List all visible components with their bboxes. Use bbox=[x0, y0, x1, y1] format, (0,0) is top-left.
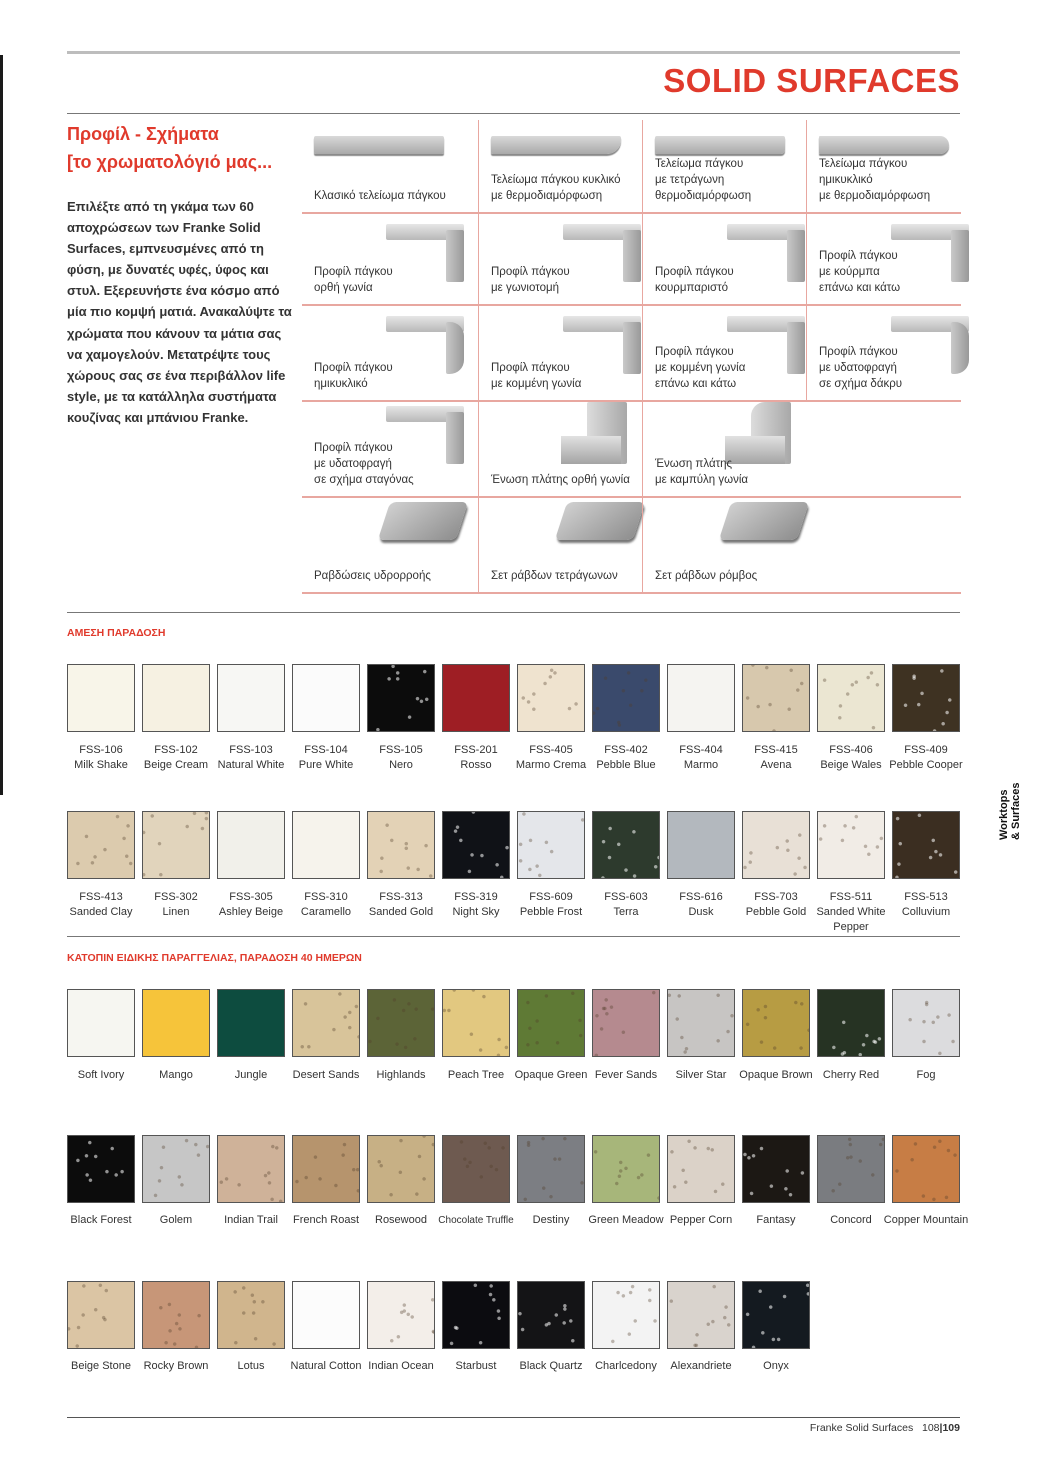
profile-caption: Ραβδώσεις υδρορροής bbox=[314, 570, 431, 582]
color-swatch bbox=[142, 989, 210, 1057]
intro-title-line1: Προφίλ - Σχήματα bbox=[67, 124, 219, 144]
swatch-name: Onyx bbox=[763, 1360, 789, 1372]
color-swatch bbox=[817, 811, 885, 879]
profile-cell bbox=[806, 214, 970, 304]
swatch-name: Lotus bbox=[237, 1360, 265, 1372]
swatch-name: Silver Star bbox=[675, 1069, 727, 1081]
color-swatch bbox=[742, 811, 810, 879]
color-swatch bbox=[142, 1135, 210, 1203]
drainer-grooves-icon bbox=[719, 502, 809, 540]
swatch-name: Avena bbox=[760, 759, 792, 771]
swatch-name: Golem bbox=[159, 1214, 193, 1226]
profile-caption: Τελείωμα πάγκου ημικυκλικό με θερμοδιαμόρφωση bbox=[819, 158, 931, 202]
swatch-caption bbox=[881, 743, 971, 773]
profile-caption: Ένωση πλάτης ορθή γωνία bbox=[491, 474, 630, 486]
color-swatch bbox=[367, 1281, 435, 1349]
swatch-name: Ashley Beige bbox=[218, 906, 284, 918]
footer-brand: Franke Solid Surfaces bbox=[809, 1422, 914, 1434]
swatch-name: Nero bbox=[389, 759, 413, 771]
color-swatch bbox=[517, 811, 585, 879]
swatch-caption bbox=[881, 1213, 971, 1228]
drainer-grooves-icon bbox=[555, 502, 645, 540]
swatch-name: Dusk bbox=[688, 906, 714, 918]
swatch-name: Jungle bbox=[234, 1069, 268, 1081]
color-swatch bbox=[442, 811, 510, 879]
swatch-name: Concord bbox=[830, 1214, 872, 1226]
worktop-edge-icon bbox=[491, 136, 621, 154]
swatch-name: Natural White bbox=[217, 759, 285, 771]
color-swatch bbox=[442, 1135, 510, 1203]
swatch-code: FSS-310 bbox=[304, 891, 348, 903]
swatch-name: Desert Sands bbox=[292, 1069, 360, 1081]
swatch-code: FSS-511 bbox=[829, 891, 873, 903]
section-rule bbox=[67, 612, 960, 613]
swatch-code: FSS-409 bbox=[904, 744, 948, 756]
color-swatch bbox=[67, 1135, 135, 1203]
color-swatch bbox=[67, 989, 135, 1057]
swatch-name: Sanded Gold bbox=[368, 906, 434, 918]
profile-caption: Προφίλ πάγκου με υδατοφραγή σε σχήμα δάκρυ bbox=[819, 346, 903, 390]
swatch-name: Rosso bbox=[460, 759, 492, 771]
profile-row bbox=[302, 498, 961, 594]
color-swatch bbox=[217, 664, 285, 732]
swatch-code: FSS-319 bbox=[454, 891, 498, 903]
swatch-code: FSS-102 bbox=[154, 744, 198, 756]
footer-rule bbox=[67, 1417, 960, 1418]
profile-caption: Τελείωμα πάγκου κυκλικό με θερμοδιαμόρφωση bbox=[491, 174, 621, 202]
side-label-line2: & Surfaces bbox=[1010, 782, 1022, 840]
profile-caption: Προφίλ πάγκου με κομμένη γωνία bbox=[491, 362, 582, 390]
swatch-code: FSS-406 bbox=[829, 744, 873, 756]
intro-title bbox=[67, 120, 297, 176]
color-swatch bbox=[592, 989, 660, 1057]
footer: Franke Solid Surfaces 108|109 bbox=[809, 1422, 960, 1434]
swatch-name: Colluvium bbox=[901, 906, 951, 918]
profile-cell bbox=[302, 402, 466, 496]
color-swatch bbox=[442, 664, 510, 732]
swatch-code: FSS-104 bbox=[304, 744, 348, 756]
color-swatch bbox=[667, 1281, 735, 1349]
drainer-grooves-icon bbox=[378, 502, 468, 540]
swatch-name: Fantasy bbox=[756, 1214, 796, 1226]
color-swatch bbox=[367, 811, 435, 879]
profile-row bbox=[302, 306, 961, 402]
swatch-name: Caramello bbox=[300, 906, 352, 918]
worktop-edge-icon bbox=[655, 136, 785, 154]
swatch-code: FSS-402 bbox=[604, 744, 648, 756]
profile-cell bbox=[302, 214, 466, 304]
swatch-name: Night Sky bbox=[452, 906, 500, 918]
swatch-code: FSS-405 bbox=[529, 744, 573, 756]
color-swatch bbox=[142, 664, 210, 732]
side-label-line1: Worktops bbox=[998, 789, 1010, 840]
color-swatch bbox=[367, 989, 435, 1057]
color-swatch bbox=[517, 989, 585, 1057]
color-swatch bbox=[592, 1281, 660, 1349]
swatch-name: Pure White bbox=[298, 759, 354, 771]
color-swatch bbox=[292, 1135, 360, 1203]
color-swatch bbox=[667, 1135, 735, 1203]
swatch-name: Highlands bbox=[376, 1069, 426, 1081]
swatch-name: Chocolate Truffle bbox=[438, 1215, 514, 1226]
color-swatch bbox=[217, 1135, 285, 1203]
profile-cell bbox=[478, 402, 642, 496]
swatch-code: FSS-103 bbox=[229, 744, 273, 756]
color-swatch bbox=[517, 664, 585, 732]
profile-caption: Προφίλ πάγκου ορθή γωνία bbox=[314, 266, 393, 294]
intro-body: Επιλέξτε από τη γκάμα των 60 αποχρώσεων των Franke Solid Surfaces, εμπνευσμένες από τη φύση, με δυνατές υφές, ύφος και στυλ. Εξερευνήστε ένα κόσμο από μία πιο κομψή ματιά. Ανακαλύψτε τα χρώματα που κάνουν τα μάτια σας να χαμογελούν. Μετατρέψτε τους χώρους σας σε ένα περιβάλλον life style, με τα κατάλληλα συστήματα κουζίνας και μπάνιου Franke. bbox=[67, 199, 292, 425]
footer-page-right: 109 bbox=[942, 1422, 960, 1434]
color-swatch bbox=[892, 989, 960, 1057]
color-swatch bbox=[517, 1281, 585, 1349]
profile-cell bbox=[806, 306, 970, 400]
color-swatch bbox=[817, 664, 885, 732]
color-swatch bbox=[667, 989, 735, 1057]
swatch-name: Marmo bbox=[683, 759, 719, 771]
swatch-name: Pebble Blue bbox=[596, 759, 656, 771]
swatch-name: Opaque Green bbox=[514, 1069, 588, 1081]
profile-cell bbox=[642, 214, 806, 304]
color-swatch bbox=[67, 1281, 135, 1349]
color-swatch bbox=[817, 1135, 885, 1203]
swatch-name: Mango bbox=[159, 1069, 193, 1081]
color-swatch bbox=[67, 664, 135, 732]
color-swatch bbox=[742, 1135, 810, 1203]
header-rule bbox=[67, 113, 960, 114]
swatch-name: Natural Cotton bbox=[290, 1360, 362, 1372]
page-title: SOLID SURFACES bbox=[663, 62, 960, 99]
profile-cell bbox=[806, 120, 970, 212]
swatch-name: Pebble Gold bbox=[745, 906, 807, 918]
section-title-immediate: ΑΜΕΣΗ ΠΑΡΑΔΟΣΗ bbox=[67, 627, 166, 639]
swatch-code: FSS-404 bbox=[679, 744, 723, 756]
swatch-name: Marmo Crema bbox=[515, 759, 587, 771]
profile-row bbox=[302, 214, 961, 306]
color-swatch bbox=[892, 811, 960, 879]
swatch-name: Black Forest bbox=[70, 1214, 132, 1226]
swatch-name: Beige Wales bbox=[820, 759, 882, 771]
color-swatch bbox=[742, 1281, 810, 1349]
swatch-name: Terra bbox=[613, 906, 639, 918]
top-rule bbox=[67, 51, 960, 54]
color-swatch bbox=[442, 989, 510, 1057]
swatch-name: Pebble Frost bbox=[519, 906, 583, 918]
swatch-name: Copper Mountain bbox=[883, 1214, 969, 1226]
color-swatch bbox=[442, 1281, 510, 1349]
left-edge-bar bbox=[0, 55, 3, 795]
color-swatch bbox=[292, 664, 360, 732]
swatch-caption bbox=[881, 890, 971, 920]
color-swatch bbox=[367, 1135, 435, 1203]
profile-cell bbox=[642, 498, 806, 592]
profile-caption: Κλασικό τελείωμα πάγκου bbox=[314, 190, 446, 202]
color-swatch bbox=[667, 811, 735, 879]
profile-caption: Τελείωμα πάγκου με τετράγωνη θερμοδιαμόρφωση bbox=[655, 158, 752, 202]
profile-row bbox=[302, 402, 961, 498]
footer-page-left: 108 bbox=[921, 1422, 940, 1434]
swatch-code: FSS-105 bbox=[379, 744, 423, 756]
profile-caption: Σετ ράβδων ρόμβος bbox=[655, 570, 758, 582]
swatch-code: FSS-106 bbox=[79, 744, 123, 756]
profile-cell bbox=[478, 498, 642, 592]
profile-caption: Προφίλ πάγκου με υδατοφραγή σε σχήμα σταγόνας bbox=[314, 442, 414, 486]
swatch-name: Starbust bbox=[455, 1360, 497, 1372]
profile-caption: Προφίλ πάγκου με κούρμπα επάνω και κάτω bbox=[819, 250, 901, 294]
side-label bbox=[998, 770, 1038, 840]
profile-caption: Ένωση πλάτης με καμπύλη γωνία bbox=[655, 458, 749, 486]
swatch-caption bbox=[881, 1068, 971, 1083]
swatch-name: Soft Ivory bbox=[77, 1069, 125, 1081]
swatch-name: Black Quartz bbox=[519, 1360, 583, 1372]
color-swatch bbox=[67, 811, 135, 879]
swatch-name: French Roast bbox=[292, 1214, 360, 1226]
profile-cell bbox=[302, 120, 466, 212]
swatch-code: FSS-305 bbox=[229, 891, 273, 903]
profile-grid bbox=[302, 120, 961, 594]
swatch-name: Destiny bbox=[532, 1214, 570, 1226]
swatch-code: FSS-616 bbox=[679, 891, 723, 903]
backsplash-joint-icon bbox=[561, 402, 631, 468]
swatch-name: Sanded White bbox=[816, 906, 886, 918]
section-rule bbox=[67, 936, 960, 937]
swatch-name: Linen bbox=[162, 906, 190, 918]
color-swatch bbox=[592, 1135, 660, 1203]
color-swatch bbox=[142, 1281, 210, 1349]
profile-cell bbox=[478, 306, 642, 400]
color-swatch bbox=[742, 989, 810, 1057]
worktop-edge-icon bbox=[819, 136, 949, 154]
intro-title-line2: [το χρωματολόγιό μας... bbox=[67, 152, 273, 172]
profile-row bbox=[302, 120, 961, 214]
color-swatch bbox=[892, 1135, 960, 1203]
profile-cell bbox=[302, 306, 466, 400]
swatch-code: FSS-201 bbox=[454, 744, 498, 756]
swatch-code: FSS-703 bbox=[754, 891, 798, 903]
color-swatch bbox=[217, 811, 285, 879]
profile-caption: Προφίλ πάγκου ημικυκλικό bbox=[314, 362, 393, 390]
color-swatch bbox=[292, 1281, 360, 1349]
color-swatch bbox=[667, 664, 735, 732]
color-swatch bbox=[517, 1135, 585, 1203]
swatch-name: Fever Sands bbox=[594, 1069, 658, 1081]
profile-caption: Προφίλ πάγκου κουρμπαριστό bbox=[655, 266, 734, 294]
profile-cell bbox=[642, 306, 806, 400]
color-swatch bbox=[292, 989, 360, 1057]
color-swatch bbox=[292, 811, 360, 879]
swatch-name: Indian Trail bbox=[224, 1214, 278, 1226]
swatch-name: Beige Stone bbox=[71, 1360, 131, 1372]
swatch-code: FSS-609 bbox=[529, 891, 573, 903]
swatch-name-line2: Pepper bbox=[833, 921, 869, 933]
swatch-code: FSS-603 bbox=[604, 891, 648, 903]
swatch-name: Alexandriete bbox=[670, 1360, 732, 1372]
swatch-code: FSS-413 bbox=[79, 891, 123, 903]
swatch-name: Fog bbox=[916, 1069, 936, 1081]
profile-cell bbox=[642, 120, 806, 212]
swatch-code: FSS-313 bbox=[379, 891, 423, 903]
swatch-name: Cherry Red bbox=[822, 1069, 880, 1081]
profile-cell bbox=[642, 402, 806, 496]
worktop-edge-icon bbox=[314, 136, 444, 154]
swatch-name: Pepper Corn bbox=[669, 1214, 733, 1226]
color-swatch bbox=[217, 989, 285, 1057]
swatch-name: Rosewood bbox=[375, 1214, 427, 1226]
swatch-name: Peach Tree bbox=[447, 1069, 505, 1081]
swatch-name: Sanded Clay bbox=[69, 906, 133, 918]
profile-cell bbox=[302, 498, 466, 592]
profile-caption: Σετ ράβδων τετράγωνων bbox=[491, 570, 618, 582]
swatch-name: Milk Shake bbox=[74, 759, 128, 771]
profile-caption: Προφίλ πάγκου με κομμένη γωνία επάνω και κάτω bbox=[655, 346, 746, 390]
color-swatch bbox=[892, 664, 960, 732]
swatch-name: Opaque Brown bbox=[739, 1069, 813, 1081]
swatch-code: FSS-513 bbox=[904, 891, 948, 903]
section-title-special: ΚΑΤΟΠΙΝ ΕΙΔΙΚΗΣ ΠΑΡΑΓΓΕΛΙΑΣ, ΠΑΡΑΔΟΣΗ 40 ΗΜΕΡΩΝ bbox=[67, 952, 362, 964]
color-swatch bbox=[742, 664, 810, 732]
swatch-name: Green Meadow bbox=[588, 1214, 664, 1226]
profile-caption: Προφίλ πάγκου με γωνιοτομή bbox=[491, 266, 570, 294]
profile-cell bbox=[478, 120, 642, 212]
color-swatch bbox=[142, 811, 210, 879]
color-swatch bbox=[217, 1281, 285, 1349]
swatch-code: FSS-302 bbox=[154, 891, 198, 903]
color-swatch bbox=[367, 664, 435, 732]
swatch-name: Indian Ocean bbox=[368, 1360, 434, 1372]
swatch-name: Charlcedony bbox=[595, 1360, 657, 1372]
swatch-name: Beige Cream bbox=[143, 759, 209, 771]
swatch-code: FSS-415 bbox=[754, 744, 798, 756]
swatch-name: Pebble Cooper bbox=[889, 759, 963, 771]
swatch-name: Rocky Brown bbox=[143, 1360, 209, 1372]
swatch-caption bbox=[731, 1359, 821, 1374]
color-swatch bbox=[592, 664, 660, 732]
color-swatch bbox=[592, 811, 660, 879]
profile-cell bbox=[478, 214, 642, 304]
color-swatch bbox=[817, 989, 885, 1057]
